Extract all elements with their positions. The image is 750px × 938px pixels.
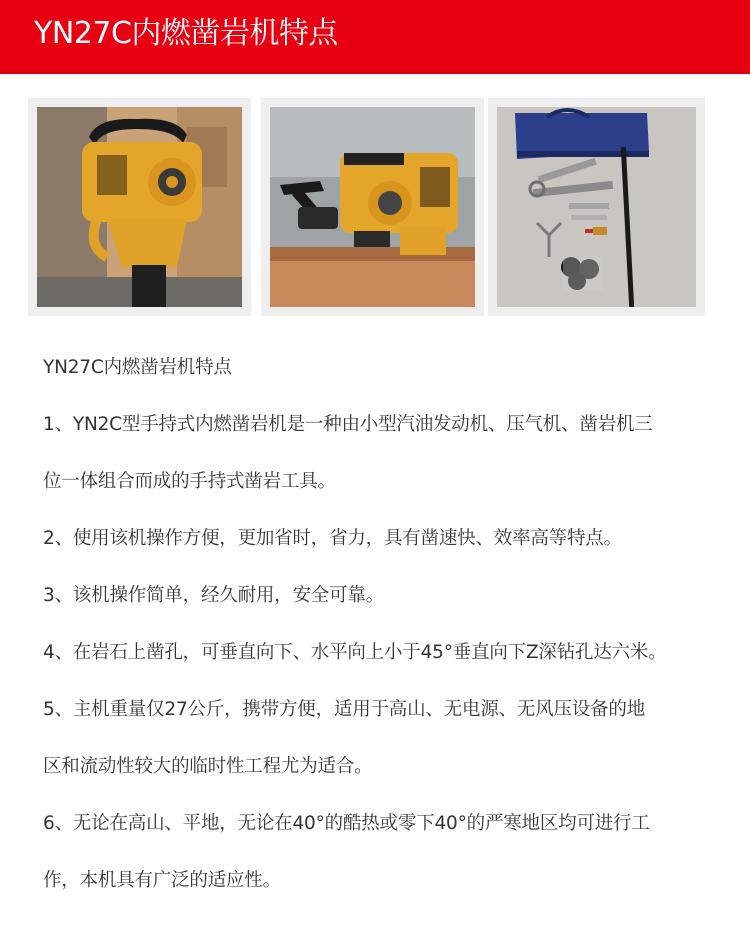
features-content xyxy=(43,340,703,909)
feature-line: 1、YN2C型手持式内燃凿岩机是一种由小型汽油发动机、压气机、凿岩机三 xyxy=(43,414,653,435)
feature-line: 2、使用该机操作方便，更加省时，省力，具有凿速快、效率高等特点。 xyxy=(43,528,622,549)
rock-drill-front-image xyxy=(37,107,242,307)
feature-line: 4、在岩石上凿孔，可垂直向下、水平向上小于45°垂直向下Z深钻孔达六米。 xyxy=(43,642,667,663)
features-heading: YN27C内燃凿岩机特点 xyxy=(43,357,232,378)
feature-line: 位一体组合而成的手持式凿岩工具。 xyxy=(43,471,336,492)
photo-rock-drill-front xyxy=(28,98,251,316)
rock-drill-side-image xyxy=(270,107,475,307)
accessories-kit-image xyxy=(497,107,696,307)
feature-line: 作，本机具有广泛的适应性。 xyxy=(43,870,281,891)
photo-accessories-kit xyxy=(488,98,705,316)
feature-line: 区和流动性较大的临时性工程尤为适合。 xyxy=(43,756,373,777)
photo-rock-drill-side xyxy=(261,98,484,316)
header-banner xyxy=(0,0,750,74)
banner-title: YN27C内燃凿岩机特点 xyxy=(34,16,338,51)
feature-line: 6、无论在高山、平地，无论在40°的酷热或零下40°的严寒地区均可进行工 xyxy=(43,813,650,834)
feature-line: 3、该机操作简单，经久耐用，安全可靠。 xyxy=(43,585,384,606)
feature-line: 5、主机重量仅27公斤，携带方便，适用于高山、无电源、无风压设备的地 xyxy=(43,699,646,720)
